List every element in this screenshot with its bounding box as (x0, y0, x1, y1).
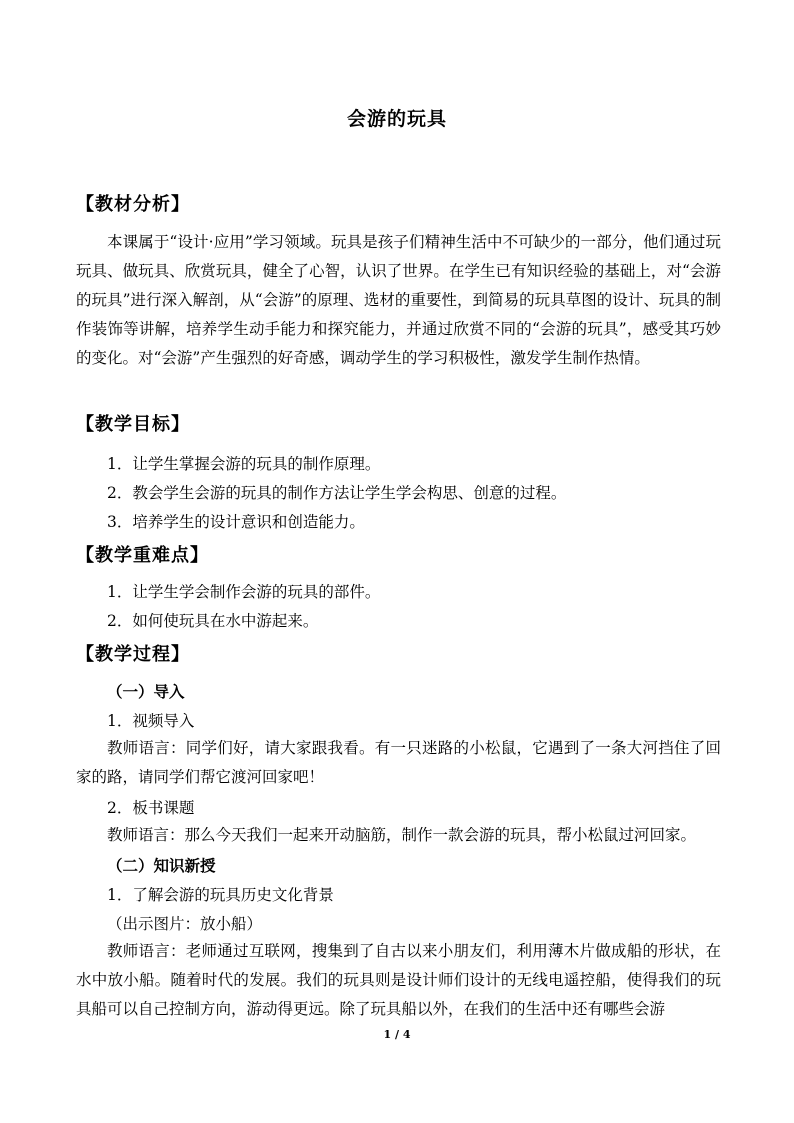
heading-goals: 【教学目标】 (76, 414, 190, 435)
goal-item-2: 2．教会学生会游的玩具的制作方法让学生学会构思、创意的过程。 (107, 484, 567, 502)
heading-analysis: 【教材分析】 (76, 194, 190, 215)
keypoint-item-1: 1．让学生学会制作会游的玩具的部件。 (107, 583, 381, 601)
heading-keypoints: 【教学重难点】 (76, 545, 209, 566)
process-part2-title: （二）知识新授 (107, 856, 216, 875)
goal-item-3: 3．培养学生的设计意识和创造能力。 (107, 513, 365, 531)
process-part1-title: （一）导入 (107, 682, 185, 701)
process-part1-para2: 教师语言：那么今天我们一起来开动脑筋，制作一款会游的玩具，帮小松鼠过河回家。 (107, 826, 697, 844)
document-title: 会游的玩具 (346, 108, 447, 130)
process-part2-note: （出示图片：放小船） (107, 915, 263, 933)
process-part2-para1: 教师语言：老师通过互联网，搜集到了自古以来小朋友们，利用薄木片做成船的形状，在水中放小船。随着时代的发展。我们的玩具则是设计师们设计的无线电遥控船，使得我们的玩具船可以自己控制方向，游动得更远。除了玩具船以外，在我们的生活中还有哪些会游 (76, 942, 721, 1018)
process-part1-item2: 2．板书课题 (107, 799, 195, 817)
process-part1-para1: 教师语言：同学们好，请大家跟我看。有一只迷路的小松鼠，它遇到了一条大河挡住了回家的路，请同学们帮它渡河回家吧！ (76, 739, 721, 786)
keypoint-item-2: 2．如何使玩具在水中游起来。 (107, 612, 319, 630)
paragraph-analysis: 本课属于“设计·应用”学习领域。玩具是孩子们精神生活中不可缺少的一部分，他们通过玩玩具、做玩具、欣赏玩具，健全了心智，认识了世界。在学生已有知识经验的基础上，对“会游的玩具”进行深入解剖，从“会游”的原理、选材的重要性，到简易的玩具草图的设计、玩具的制作装饰等讲解，培养学生动手能力和探究能力，并通过欣赏不同的“会游的玩具”，感受其巧妙的变化。对“会游”产生强烈的好奇感，调动学生的学习积极性，激发学生制作热情。 (76, 233, 721, 367)
page-number: 1 / 4 (383, 1028, 411, 1041)
heading-process: 【教学过程】 (76, 644, 190, 665)
process-part1-item1: 1．视频导入 (107, 712, 195, 730)
process-part2-item1: 1．了解会游的玩具历史文化背景 (107, 886, 334, 904)
goal-item-1: 1．让学生掌握会游的玩具的制作原理。 (107, 455, 381, 473)
